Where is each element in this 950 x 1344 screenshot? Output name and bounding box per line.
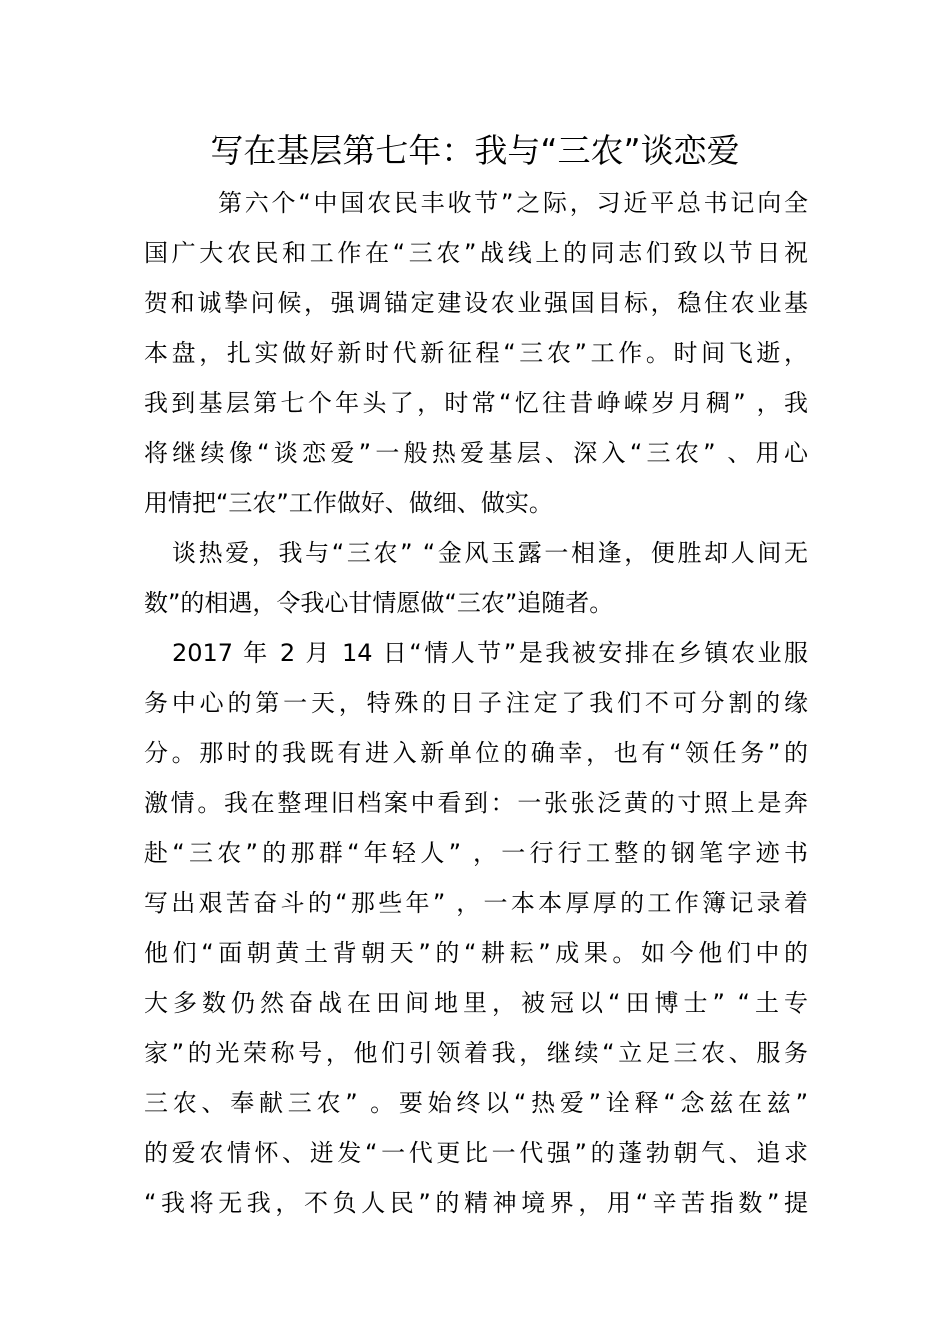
paragraph-3-line-1: 2017 年 2 月 14 日“情人节”是我被安排在乡镇农业服 — [172, 639, 808, 667]
paragraph-1-line-1: 第六个“中国农民丰收节”之际，习近平总书记向全 — [218, 189, 808, 217]
paragraph-3-line-6: 写出艰苦奋斗的“那些年” ，一本本厚厚的工作簿记录着 — [144, 889, 808, 917]
paragraph-1-line-6: 将继续像“谈恋爱”一般热爱基层、深入“三农” 、用心 — [144, 439, 808, 467]
paragraph-3-line-4: 激情。我在整理旧档案中看到：一张张泛黄的寸照上是奔 — [144, 789, 808, 817]
paragraph-3-line-9: 家”的光荣称号，他们引领着我，继续“立足三农、服务 — [144, 1039, 808, 1067]
paragraph-1-line-3: 贺和诚挚问候，强调锚定建设农业强国目标，稳住农业基 — [144, 289, 808, 317]
paragraph-1-line-5: 我到基层第七个年头了，时常“忆往昔峥嵘岁月稠” ，我 — [144, 389, 808, 417]
paragraph-2-line-1: 谈热爱，我与“三农” “金风玉露一相逢，便胜却人间无 — [172, 539, 808, 567]
paragraph-3-line-2: 务中心的第一天，特殊的日子注定了我们不可分割的缘 — [144, 689, 808, 717]
paragraph-3-line-3: 分。那时的我既有进入新单位的确幸，也有“领任务”的 — [144, 739, 808, 767]
paragraph-3-line-7: 他们“面朝黄土背朝天”的“耕耘”成果。如今他们中的 — [144, 939, 808, 967]
paragraph-3-line-8: 大多数仍然奋战在田间地里，被冠以“田博士” “土专 — [144, 989, 808, 1017]
document-title: 写在基层第七年：我与“三农”谈恋爱 — [210, 131, 740, 170]
paragraph-1-line-4: 本盘，扎实做好新时代新征程“三农”工作。时间飞逝， — [144, 339, 808, 367]
paragraph-2-line-2: 数”的相遇，令我心甘情愿做“三农”追随者。 — [144, 589, 614, 617]
paragraph-3-line-12: “我将无我，不负人民”的精神境界，用“辛苦指数”提 — [144, 1189, 808, 1217]
paragraph-1-line-7: 用情把“三农”工作做好、做细、做实。 — [144, 489, 553, 517]
paragraph-3-line-5: 赴“三农”的那群“年轻人” ，一行行工整的钢笔字迹书 — [144, 839, 808, 867]
document-body — [144, 178, 808, 1228]
paragraph-3-line-11: 的爱农情怀、迸发“一代更比一代强”的蓬勃朝气、追求 — [144, 1139, 808, 1167]
paragraph-3-line-10: 三农、奉献三农” 。要始终以“热爱”诠释“念兹在兹” — [144, 1089, 808, 1117]
paragraph-1-line-2: 国广大农民和工作在“三农”战线上的同志们致以节日祝 — [144, 239, 808, 267]
